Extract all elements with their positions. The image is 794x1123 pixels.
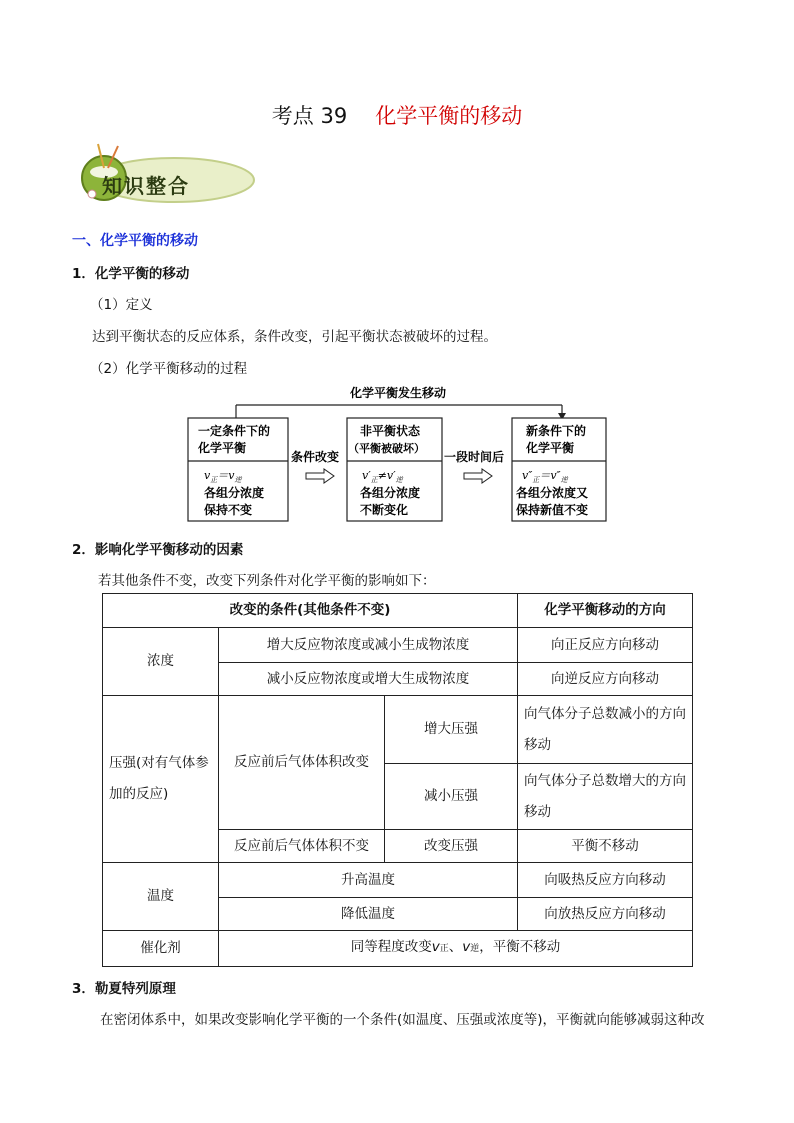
box3-body-2: 各组分浓度又 <box>516 486 589 500</box>
topic-title: 化学平衡的移动 <box>375 104 523 128</box>
conc-dir-1: 向正反应方向移动 <box>518 628 693 663</box>
box3-title-2: 化学平衡 <box>526 441 575 455</box>
section-heading: 一、化学平衡的移动 <box>72 233 198 249</box>
pressure-change-dir: 平衡不移动 <box>518 830 693 863</box>
conc-cond-1: 增大反应物浓度或减小生成物浓度 <box>219 628 518 663</box>
svg-text:v′正≠v′逆: $v'_正\ne v'_逆$ <box>362 469 403 484</box>
pressure-volume-same: 反应前后气体体积不变 <box>219 830 385 863</box>
box1-body-3: 保持不变 <box>204 503 253 517</box>
pressure-label: 压强(对有气体参加的反应) <box>103 696 219 863</box>
catalyst-effect: 同等程度改变v正、v逆，平衡不移动 <box>219 931 693 967</box>
svg-text:v正＝v逆: $v_正=v_逆$ <box>204 469 242 484</box>
pressure-volume-change: 反应前后气体体积改变 <box>219 696 385 830</box>
pressure-increase-dir: 向气体分子总数减小的方向移动 <box>518 696 693 764</box>
box2-title-1: 非平衡状态 <box>360 424 421 438</box>
box1-title-2: 化学平衡 <box>198 441 247 455</box>
conc-dir-2: 向逆反应方向移动 <box>518 663 693 696</box>
factors-table <box>102 593 693 967</box>
pressure-increase: 增大压强 <box>385 696 518 764</box>
box2-title-2: （平衡被破坏） <box>348 442 425 455</box>
concentration-label: 浓度 <box>103 628 219 696</box>
temp-down: 降低温度 <box>219 898 518 931</box>
box1-title-1: 一定条件下的 <box>198 424 271 438</box>
box3-body-3: 保持新值不变 <box>516 503 589 517</box>
equilibrium-shift-diagram <box>184 385 608 525</box>
process-label: （2）化学平衡移动的过程 <box>90 361 248 377</box>
header-direction: 化学平衡移动的方向 <box>518 594 693 628</box>
temp-up-dir: 向吸热反应方向移动 <box>518 863 693 898</box>
le-chatelier-text: 在密闭体系中，如果改变影响化学平衡的一个条件(如温度、压强或浓度等)，平衡就向能够减弱这种改 <box>100 1012 705 1028</box>
box2-body-3: 不断变化 <box>360 503 409 517</box>
sub-heading-3: 3．勒夏特列原理 <box>72 981 176 997</box>
catalyst-label: 催化剂 <box>103 931 219 967</box>
definition-label: （1）定义 <box>90 297 153 313</box>
arrow1-label: 条件改变 <box>291 450 340 464</box>
temp-down-dir: 向放热反应方向移动 <box>518 898 693 931</box>
box1-body-2: 各组分浓度 <box>204 486 265 500</box>
sub-heading-2: 2．影响化学平衡移动的因素 <box>72 542 244 558</box>
catalyst-text-post: ，平衡不移动 <box>479 939 561 955</box>
temperature-label: 温度 <box>103 863 219 931</box>
pressure-decrease-dir: 向气体分子总数增大的方向移动 <box>518 764 693 830</box>
definition-text: 达到平衡状态的反应体系，条件改变，引起平衡状态被破坏的过程。 <box>92 329 497 345</box>
svg-text:v″正＝v″逆: $v''_正=v''_逆$ <box>522 469 568 484</box>
diagram-top-label: 化学平衡发生移动 <box>349 386 447 400</box>
catalyst-text-pre: 同等程度改变 <box>350 939 432 955</box>
banner-label: 知识整合 <box>102 174 190 198</box>
topic-number: 考点 39 <box>271 104 348 128</box>
factors-intro: 若其他条件不变，改变下列条件对化学平衡的影响如下： <box>98 573 436 589</box>
pressure-decrease: 减小压强 <box>385 764 518 830</box>
page-title <box>0 100 794 130</box>
arrow2-label: 一段时间后 <box>444 450 505 464</box>
header-condition: 改变的条件(其他条件不变) <box>103 594 518 628</box>
temp-up: 升高温度 <box>219 863 518 898</box>
box3-title-1: 新条件下的 <box>526 424 587 438</box>
sub-heading-1: 1．化学平衡的移动 <box>72 266 190 282</box>
conc-cond-2: 减小反应物浓度或增大生成物浓度 <box>219 663 518 696</box>
box2-body-2: 各组分浓度 <box>360 486 421 500</box>
pressure-change: 改变压强 <box>385 830 518 863</box>
